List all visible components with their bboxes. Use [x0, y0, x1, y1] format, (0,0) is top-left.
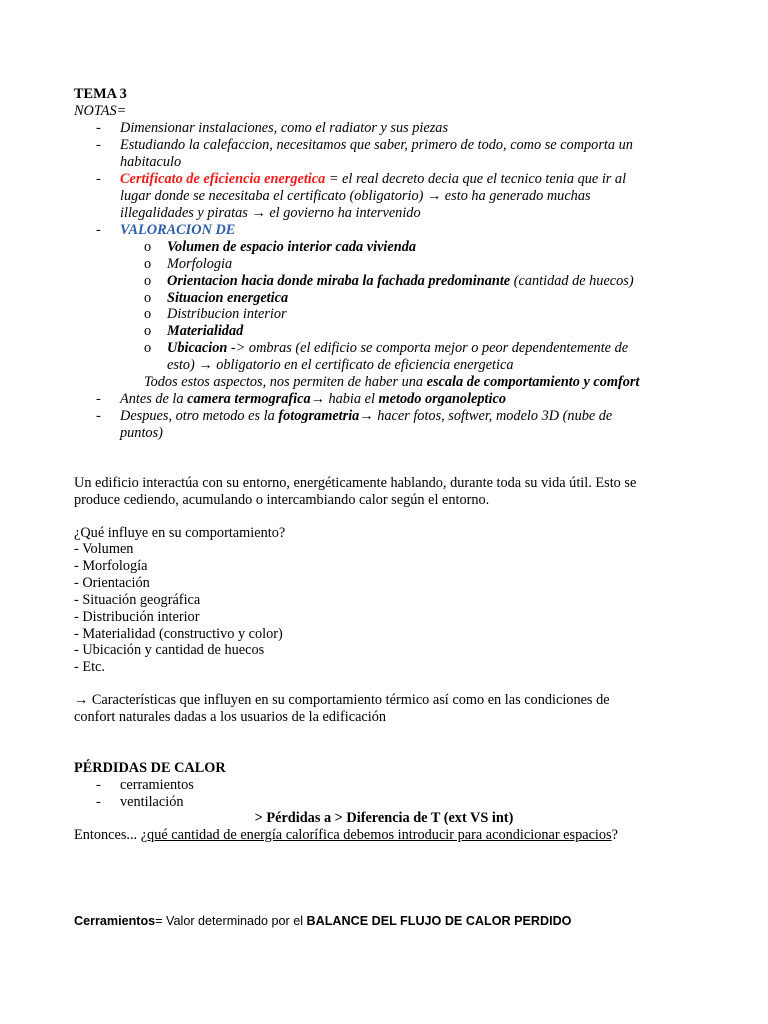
- sub-bullet: o: [144, 290, 152, 306]
- sub-bullet: o: [144, 273, 152, 289]
- doc-title: TEMA 3: [74, 86, 127, 102]
- arrow-right-icon: →: [251, 205, 266, 221]
- sub-item: Ubicacion -> ombras (el edificio se comporta mejor o peor dependentemente de: [167, 340, 629, 356]
- sub-bullet: o: [144, 340, 152, 356]
- sub-bullet: o: [144, 306, 152, 322]
- loss-item: cerramientos: [120, 777, 194, 793]
- factor-item: - Situación geográfica: [74, 592, 201, 608]
- sub-item: Morfologia: [167, 256, 233, 272]
- bullet-dash: -: [96, 120, 101, 136]
- note-item: Despues, otro metodo es la fotogrametria→ hacer fotos, softwer, modelo 3D (nube de: [120, 408, 613, 424]
- note-item-cont: illegalidades y piratas → el govierno ha intervenido: [120, 205, 421, 221]
- arrow-right-icon: →: [74, 692, 89, 708]
- bullet-dash: -: [96, 391, 101, 407]
- energy-question: Entonces... ¿qué cantidad de energía calorífica debemos introducir para acondicionar espacios?: [74, 827, 618, 843]
- sub-item: Orientacion hacia donde miraba la fachada predominante (cantidad de huecos): [167, 273, 634, 289]
- arrow-right-icon: →: [426, 188, 442, 204]
- bullet-dash: -: [96, 137, 101, 153]
- summary-line: Todos estos aspectos, nos permiten de haber una escala de comportamiento y comfort: [144, 374, 640, 390]
- sub-bullet: o: [144, 239, 152, 255]
- sub-item: Materialidad: [167, 323, 244, 339]
- note-item-cont: habitaculo: [120, 154, 182, 170]
- sub-bullet: o: [144, 256, 152, 272]
- conclusion-line: → Características que influyen en su comportamiento térmico así como en las condiciones de: [74, 692, 610, 708]
- bullet-dash: -: [96, 408, 101, 424]
- note-item-cont: lugar donde se necesitaba el certificato (obligatorio) → esto ha generado muchas: [120, 188, 591, 204]
- sub-item-cont: esto) → obligatorio en el certificato de eficiencia energetica: [167, 357, 514, 373]
- section-heading: PÉRDIDAS DE CALOR: [74, 760, 226, 776]
- centered-formula: > Pérdidas a > Diferencia de T (ext VS int): [254, 810, 514, 826]
- note-item: Dimensionar instalaciones, como el radiator y sus piezas: [120, 120, 449, 136]
- factor-item: - Ubicación y cantidad de huecos: [74, 642, 265, 658]
- notes-label: NOTAS=: [74, 103, 127, 119]
- paragraph-line: Un edificio interactúa con su entorno, energéticamente hablando, durante toda su vida útil. Esto se: [74, 475, 637, 491]
- bullet-dash: -: [96, 171, 101, 187]
- factor-item: - Materialidad (constructivo y color): [74, 626, 283, 642]
- sub-item: Situacion energetica: [167, 290, 289, 306]
- factor-item: - Orientación: [74, 575, 150, 591]
- loss-item: ventilación: [120, 794, 184, 810]
- paragraph-line: produce cediendo, acumulando o intercambiando calor según el entorno.: [74, 492, 490, 508]
- valuation-heading: VALORACION DE: [120, 222, 236, 238]
- sub-bullet: o: [144, 323, 152, 339]
- conclusion-line: confort naturales dadas a los usuarios de la edificación: [74, 709, 387, 725]
- certificate-term: Certificato de eficiencia energetica: [120, 171, 326, 187]
- question-line: ¿Qué influye en su comportamiento?: [74, 525, 286, 541]
- enclosures-definition: Cerramientos= Valor determinado por el BALANCE DEL FLUJO DE CALOR PERDIDO: [74, 914, 572, 928]
- arrow-right-icon: →: [198, 357, 213, 373]
- bullet-dash: -: [96, 794, 101, 810]
- bullet-dash: -: [96, 222, 101, 238]
- factor-item: - Volumen: [74, 541, 134, 557]
- bullet-dash: -: [96, 777, 101, 793]
- sub-item: Volumen de espacio interior cada vivienda: [167, 239, 416, 255]
- sub-item: Distribucion interior: [167, 306, 287, 322]
- note-item: Estudiando la calefaccion, necesitamos que saber, primero de todo, como se comporta un: [120, 137, 633, 153]
- factor-item: - Morfología: [74, 558, 148, 574]
- note-item-cont: puntos): [120, 425, 163, 441]
- note-item: Certificato de eficiencia energetica = el real decreto decia que el tecnico tenia que ir al: [120, 171, 627, 187]
- note-item: Antes de la camera termografica→ habia el metodo organoleptico: [120, 391, 506, 407]
- factor-item: - Distribución interior: [74, 609, 200, 625]
- arrow-right-icon: →: [359, 408, 374, 424]
- arrow-right-icon: →: [310, 391, 325, 407]
- factor-item: - Etc.: [74, 659, 105, 675]
